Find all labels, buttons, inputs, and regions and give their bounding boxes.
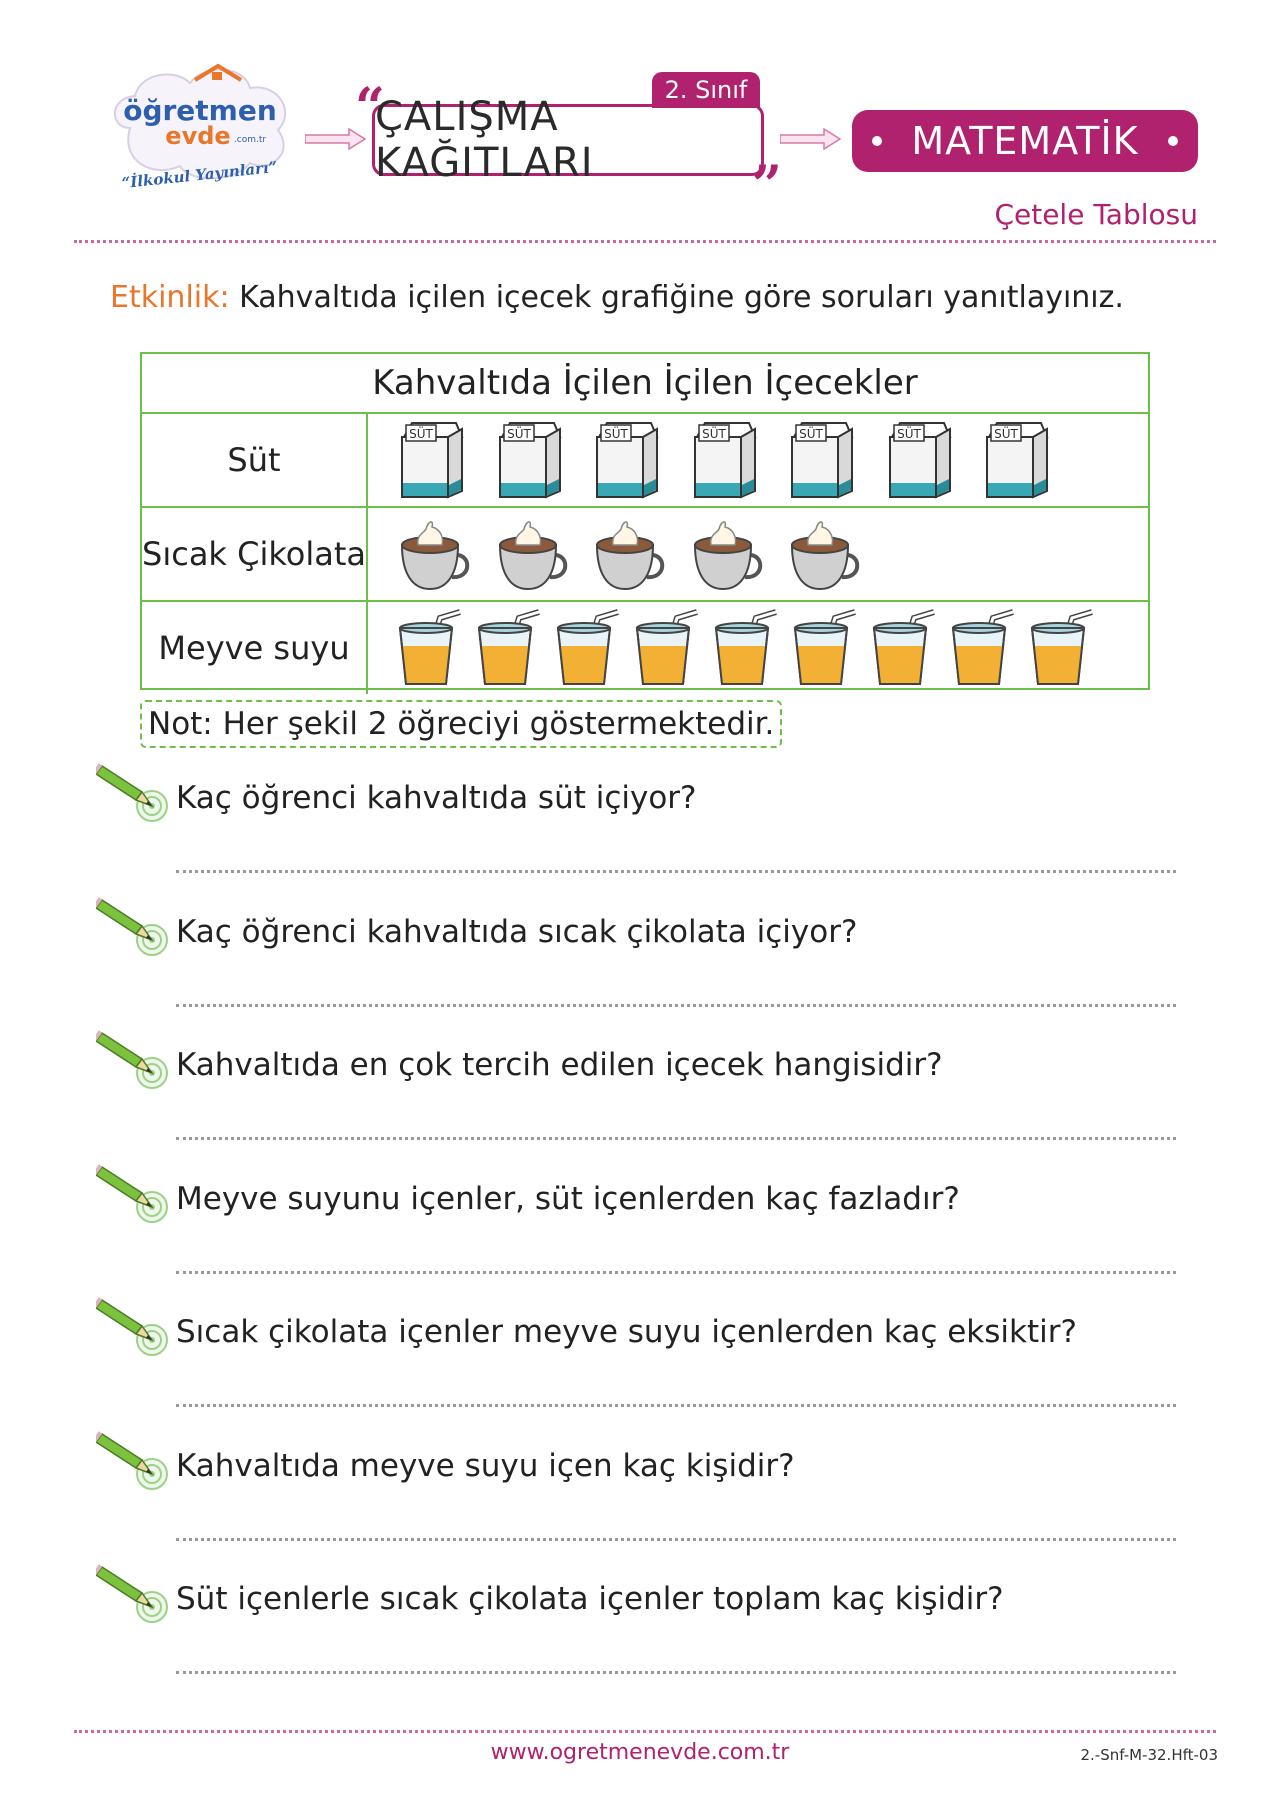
logo-domain-text: .com.tr (233, 135, 267, 145)
row-icons (368, 508, 1148, 600)
row-icons (368, 414, 1148, 506)
activity-text: Kahvaltıda içilen içecek grafiğine göre soruları yanıtlayınız. (239, 280, 1124, 315)
open-quote-icon: “ (355, 77, 385, 138)
svg-text:SÜT: SÜT (994, 427, 1018, 441)
answer-line[interactable] (176, 1137, 1176, 1140)
ogretmenevde-logo (100, 58, 305, 208)
question-text: Meyve suyunu içenler, süt içenlerden kaç fazladır? (176, 1180, 960, 1217)
pictograph-title: Kahvaltıda İçilen İçilen İçecekler (142, 354, 1148, 414)
answer-line[interactable] (176, 1671, 1176, 1674)
close-quote-icon: ” (752, 155, 782, 216)
milk-carton-icon (591, 419, 661, 501)
juice-glass-icon (631, 606, 701, 688)
activity-instruction (110, 280, 1124, 315)
svg-text:SÜT: SÜT (604, 427, 628, 441)
svg-text:SÜT: SÜT (896, 427, 921, 441)
svg-text:SÜT: SÜT (409, 427, 433, 441)
subject-label: MATEMATİK (911, 119, 1139, 163)
question-text: Kahvaltıda en çok tercih edilen içecek hangisidir? (176, 1047, 943, 1083)
pictograph-row-hot-chocolate (142, 508, 1148, 602)
question-item (96, 892, 1186, 1012)
grade-badge: 2. Sınıf (652, 72, 760, 108)
question-item (96, 1159, 1186, 1279)
hot-chocolate-cup-icon (396, 513, 476, 593)
juice-glass-icon (473, 606, 543, 688)
question-text: Kaç öğrenci kahvaltıda süt içiyor? (176, 780, 697, 816)
milk-carton-icon (981, 419, 1051, 501)
legend-note: Not: Her şekil 2 öğreciyi göstermektedir. (140, 700, 782, 748)
bullet-dot-icon (872, 136, 882, 146)
pictograph-row-juice (142, 602, 1148, 694)
svg-text:SÜT: SÜT (506, 427, 531, 441)
milk-carton-icon (786, 419, 856, 501)
document-code: 2.-Snf-M-32.Hft-03 (1080, 1746, 1218, 1764)
svg-text:SÜT: SÜT (701, 427, 726, 441)
right-arrow-icon (780, 128, 842, 150)
subject-badge (852, 110, 1198, 172)
pencil-target-icon (96, 1426, 176, 1496)
answer-line[interactable] (176, 870, 1176, 873)
row-label: Süt (142, 414, 368, 506)
logo-tagline-text: “İlkokul Yayınları” (120, 157, 279, 193)
juice-glass-icon (394, 606, 464, 688)
juice-glass-icon (1026, 606, 1096, 688)
answer-line[interactable] (176, 1004, 1176, 1007)
pencil-target-icon (96, 1292, 176, 1362)
row-icons (368, 602, 1148, 694)
row-label: Sıcak Çikolata (142, 508, 368, 600)
footer-divider (74, 1730, 1216, 1733)
question-text: Sıcak çikolata içenler meyve suyu içenlerden kaç eksiktir? (176, 1314, 1077, 1350)
question-item (96, 1292, 1186, 1412)
question-item (96, 1559, 1186, 1679)
logo-brand-text: öğretmen (123, 94, 277, 127)
pencil-target-icon (96, 1025, 176, 1095)
juice-glass-icon (868, 606, 938, 688)
pictograph-table (140, 352, 1150, 690)
question-text: Kahvaltıda meyve suyu içen kaç kişidir? (176, 1447, 795, 1484)
row-label: Meyve suyu (142, 602, 368, 694)
milk-carton-icon (884, 419, 954, 501)
worksheet-title: ÇALIŞMA KAĞITLARI (372, 104, 764, 176)
activity-label: Etkinlik: (110, 280, 230, 315)
question-text: Kaç öğrenci kahvaltıda sıcak çikolata içiyor? (176, 913, 858, 950)
question-text: Süt içenlerle sıcak çikolata içenler toplam kaç kişidir? (176, 1581, 1004, 1617)
bullet-dot-icon (1168, 136, 1178, 146)
hot-chocolate-cup-icon (494, 513, 574, 593)
logo-brand2-text: evde (165, 122, 231, 150)
milk-carton-icon (396, 419, 466, 501)
milk-carton-icon (494, 419, 564, 501)
juice-glass-icon (789, 606, 859, 688)
pencil-target-icon (96, 892, 176, 962)
hot-chocolate-cup-icon (786, 513, 866, 593)
pictograph-row-milk (142, 414, 1148, 508)
svg-text:SÜT: SÜT (799, 427, 823, 441)
milk-carton-icon (689, 419, 759, 501)
hot-chocolate-cup-icon (689, 513, 769, 593)
question-item (96, 758, 1186, 878)
footer-url[interactable]: www.ogretmenevde.com.tr (490, 1740, 790, 1765)
answer-line[interactable] (176, 1271, 1176, 1274)
question-item (96, 1426, 1186, 1546)
answer-line[interactable] (176, 1538, 1176, 1541)
pencil-target-icon (96, 1159, 176, 1229)
answer-line[interactable] (176, 1404, 1176, 1407)
hot-chocolate-cup-icon (591, 513, 671, 593)
juice-glass-icon (710, 606, 780, 688)
pencil-target-icon (96, 758, 176, 828)
juice-glass-icon (552, 606, 622, 688)
topic-label: Çetele Tablosu (994, 198, 1198, 231)
question-item (96, 1025, 1186, 1145)
juice-glass-icon (947, 606, 1017, 688)
pencil-target-icon (96, 1559, 176, 1629)
header-divider (74, 240, 1216, 243)
